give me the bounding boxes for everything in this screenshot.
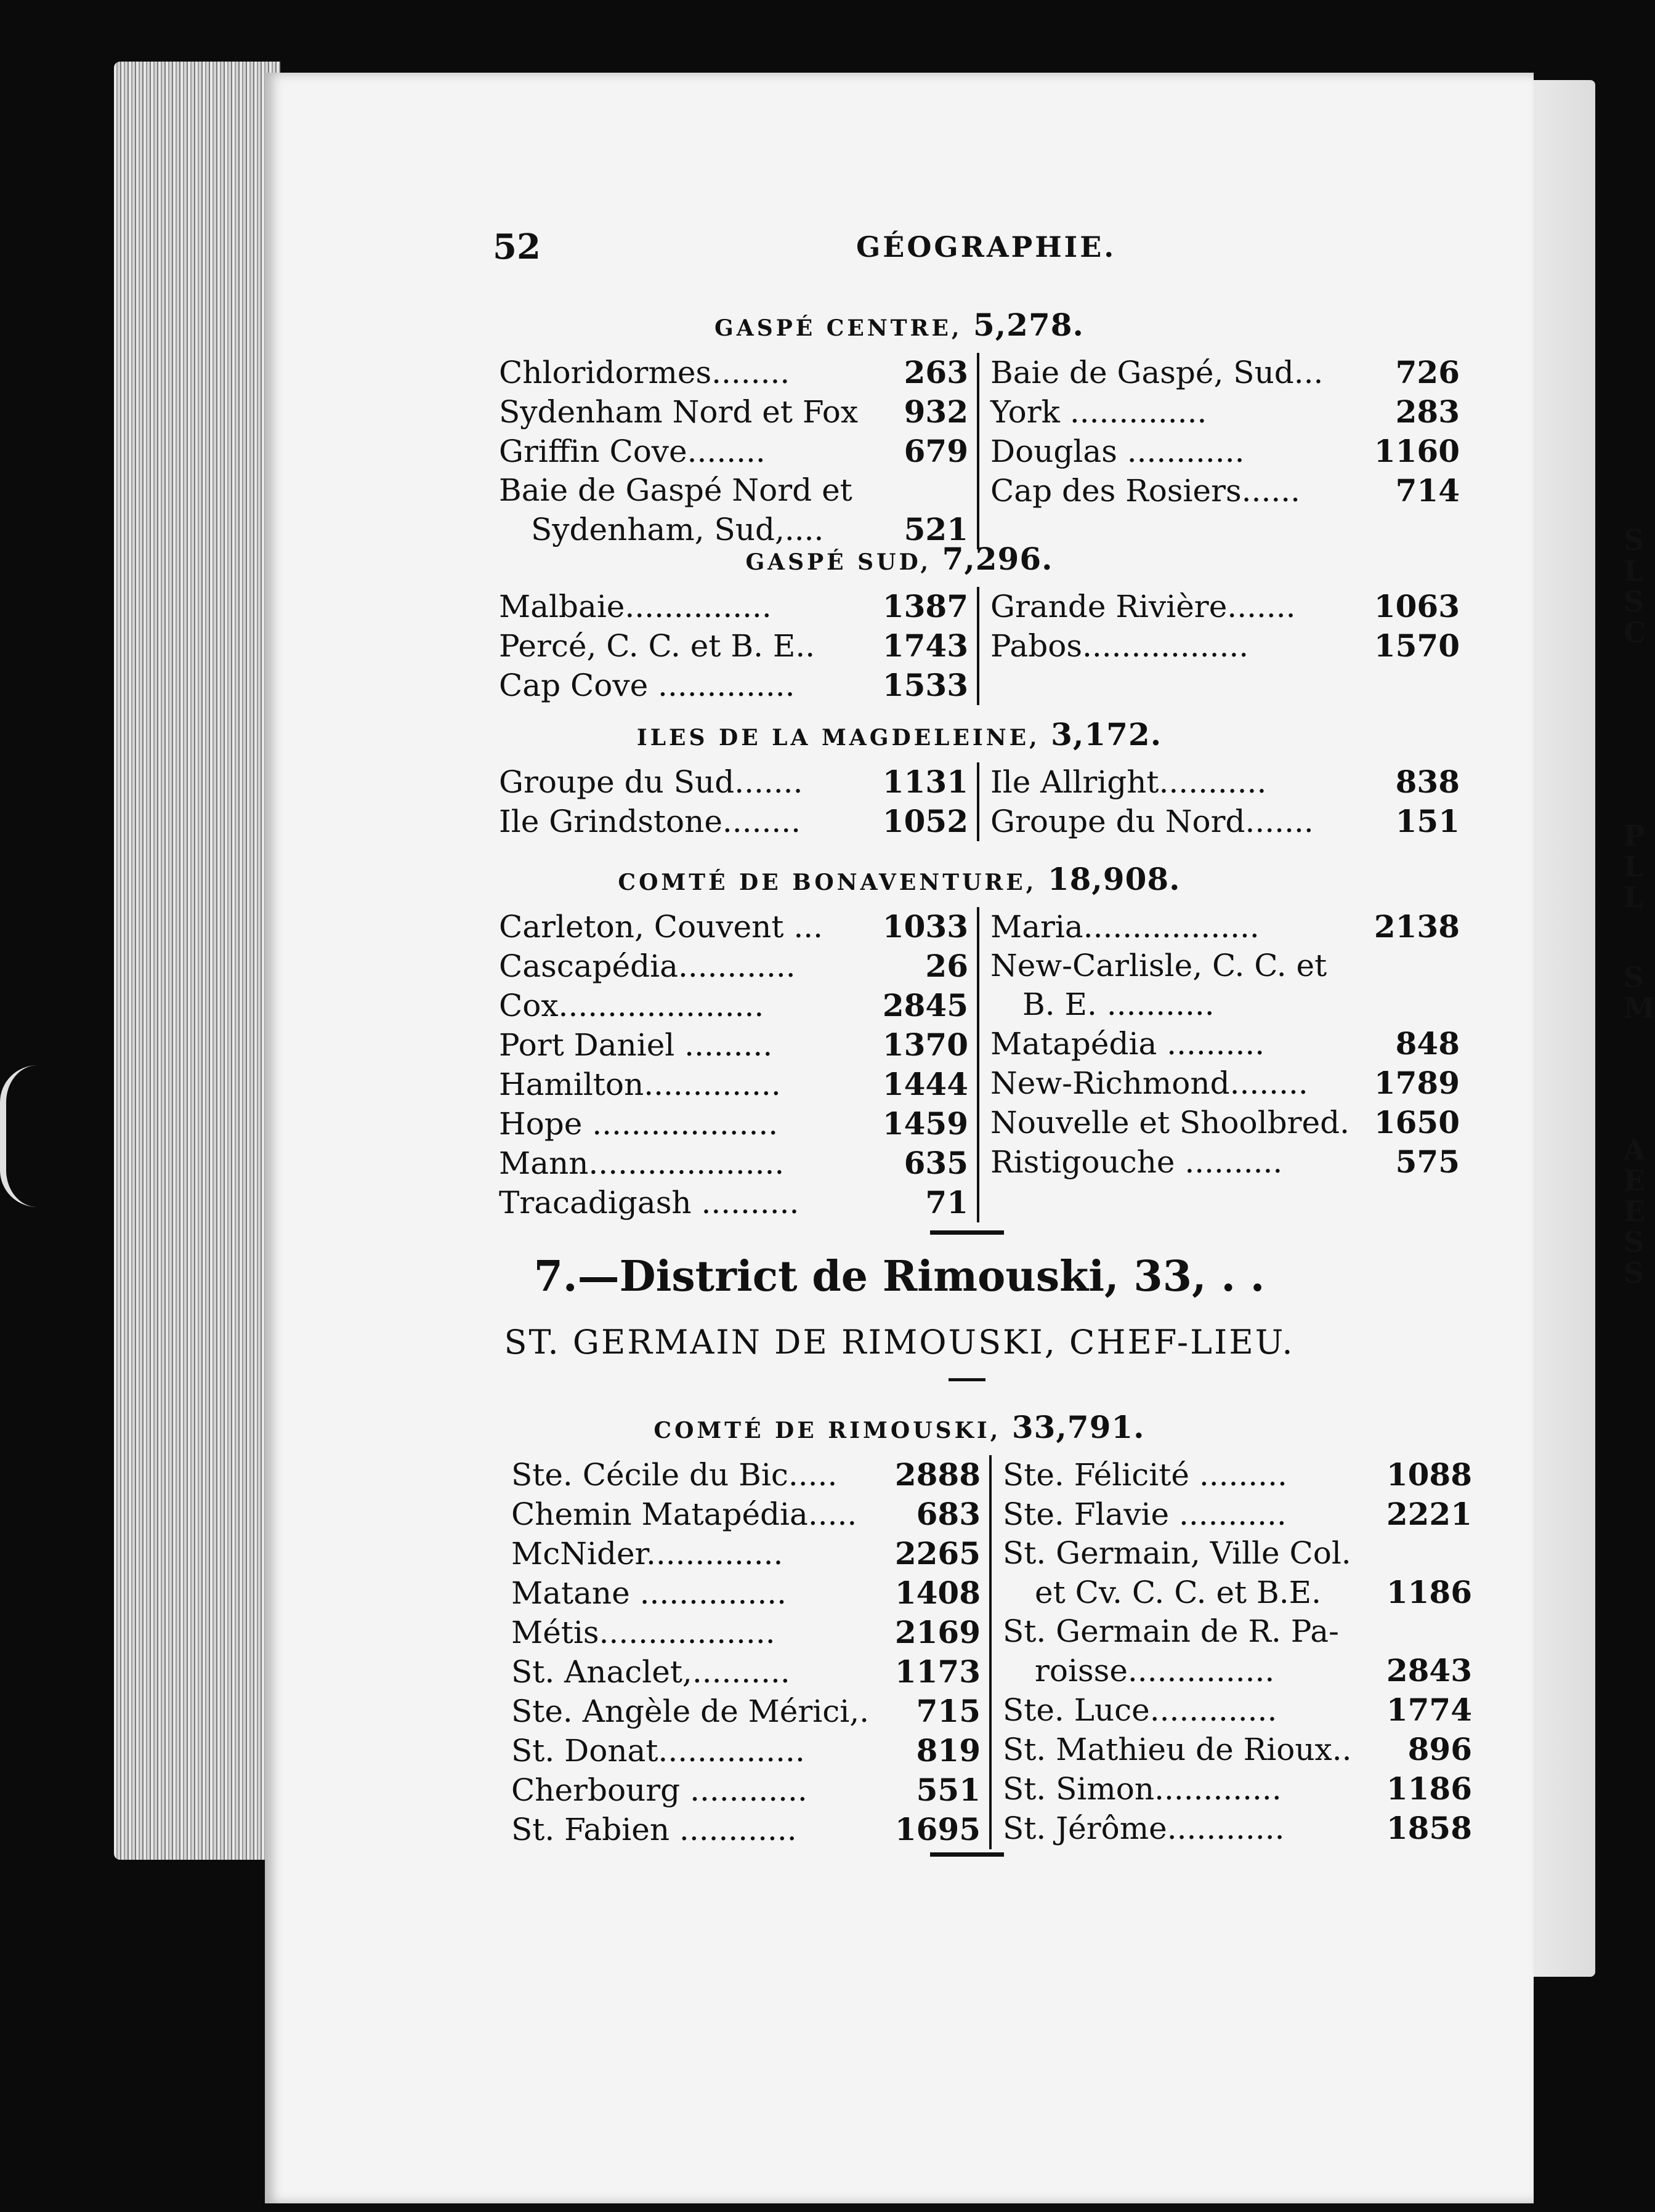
short-rule: [949, 1378, 985, 1381]
table-row: [990, 392, 1460, 432]
left-column: [499, 762, 979, 841]
right-column: [979, 907, 1460, 1222]
chef-lieu-heading: ST. GERMAIN DE RIMOUSKI, CHEF-LIEU.: [504, 1323, 1295, 1362]
population-value: 2169: [894, 1614, 981, 1650]
population-value: 714: [1395, 472, 1460, 509]
bleed-letter: A: [1624, 1133, 1646, 1166]
table-row: [499, 802, 968, 841]
section-heading-gaspe-centre: [265, 307, 1534, 343]
population-value: 726: [1395, 354, 1460, 390]
population-value: 1088: [1386, 1456, 1472, 1493]
bleed-letter: L: [1624, 554, 1644, 587]
table-row: [511, 1573, 981, 1613]
left-column: [499, 353, 979, 549]
table-row: [511, 1692, 981, 1731]
section-title: COMTÉ DE RIMOUSKI,: [654, 1418, 1001, 1443]
population-value: 2888: [894, 1456, 981, 1493]
population-value: 1173: [894, 1653, 981, 1690]
population-value: 1408: [894, 1575, 981, 1611]
table-row: [990, 471, 1460, 511]
section-title: GASPÉ CENTRE,: [714, 315, 963, 341]
table-row: [990, 587, 1460, 626]
place-name: Griffin Cove........: [499, 434, 766, 469]
section-table-bonaventure: [499, 907, 1460, 1222]
place-name: Cap Cove ..............: [499, 668, 795, 703]
population-value: 2138: [1374, 908, 1460, 945]
place-name: Groupe du Nord.......: [990, 804, 1314, 839]
table-row: [1003, 1651, 1472, 1690]
place-name: Groupe du Sud.......: [499, 764, 803, 800]
table-row: [990, 626, 1460, 666]
table-row: [1003, 1534, 1472, 1573]
place-name: Ste. Angèle de Mérici,.: [511, 1693, 870, 1729]
population-value: 1743: [882, 628, 968, 664]
section-title: GASPÉ SUD,: [745, 549, 932, 575]
table-row: [1003, 1455, 1472, 1495]
population-value: 1695: [894, 1811, 981, 1847]
population-value: 2843: [1386, 1652, 1472, 1689]
place-name: St. Mathieu de Rioux..: [1003, 1732, 1352, 1767]
population-value: 715: [916, 1693, 981, 1729]
population-value: 1052: [882, 803, 968, 839]
place-name: Port Daniel .........: [499, 1027, 773, 1063]
population-value: 1533: [882, 667, 968, 703]
table-row: [990, 985, 1460, 1024]
place-name: roisse...............: [1035, 1653, 1275, 1689]
place-name: St. Anaclet,..........: [511, 1654, 790, 1690]
place-name: St. Germain de R. Pa-: [1003, 1613, 1339, 1649]
table-row: [499, 587, 968, 626]
table-row: [990, 802, 1460, 841]
table-row: [511, 1731, 981, 1770]
place-name: Sydenham Nord et Fox: [499, 394, 859, 430]
section-table-gaspe-sud: [499, 587, 1460, 705]
place-name: Cox.....................: [499, 988, 764, 1023]
population-value: 635: [904, 1145, 968, 1181]
place-name: Baie de Gaspé, Sud...: [990, 355, 1324, 390]
place-name: York ..............: [990, 394, 1207, 430]
place-name: Cascapédia............: [499, 948, 796, 984]
table-row: [990, 353, 1460, 392]
table-row: [499, 432, 968, 471]
place-name: Ile Allright...........: [990, 764, 1267, 800]
place-name: Métis..................: [511, 1615, 775, 1650]
bleed-letter: S: [1624, 523, 1645, 557]
bleed-letter: E: [1624, 1195, 1646, 1228]
table-row: [499, 1183, 968, 1222]
place-name: McNider..............: [511, 1536, 783, 1572]
book-page-edges: [114, 62, 280, 1860]
bleed-letter: C: [1624, 616, 1646, 649]
place-name: New-Richmond........: [990, 1065, 1308, 1101]
place-name: Pabos.................: [990, 628, 1249, 664]
table-row: [1003, 1809, 1472, 1848]
place-name: St. Germain, Ville Col.: [1003, 1535, 1351, 1571]
population-value: 1387: [882, 588, 968, 624]
section-title: ILES DE LA MAGDELEINE,: [636, 725, 1040, 751]
population-value: 848: [1395, 1025, 1460, 1062]
table-row: [511, 1455, 981, 1495]
population-value: 932: [904, 394, 968, 430]
population-value: 2221: [1386, 1496, 1472, 1532]
section-table-iles-de-la-magdeleine: [499, 762, 1460, 841]
place-name: Baie de Gaspé Nord et: [499, 472, 852, 508]
place-name: Ste. Flavie ...........: [1003, 1496, 1287, 1532]
section-heading-iles-de-la-magdeleine: [265, 716, 1534, 753]
population-value: 521: [904, 511, 968, 547]
place-name: Malbaie...............: [499, 589, 772, 624]
population-value: 1459: [882, 1105, 968, 1142]
population-value: 283: [1395, 394, 1460, 430]
table-row: [1003, 1495, 1472, 1534]
place-name: Sydenham, Sud,....: [531, 512, 824, 547]
table-row: [511, 1495, 981, 1534]
table-row: [499, 471, 968, 510]
place-name: Mann....................: [499, 1145, 785, 1181]
district-heading: 7.—District de Rimouski, 33, . .: [533, 1252, 1265, 1301]
table-row: [499, 986, 968, 1025]
table-row: [499, 1065, 968, 1104]
place-name: Chloridormes........: [499, 355, 790, 390]
section-heading-gaspe-sud: [265, 541, 1534, 577]
population-value: 683: [916, 1496, 981, 1532]
section-total: 5,278.: [973, 307, 1084, 343]
table-row: [1003, 1730, 1472, 1769]
place-name: Carleton, Couvent ...: [499, 909, 823, 945]
table-row: [499, 392, 968, 432]
table-row: [499, 666, 968, 705]
place-name: Ristigouche ..........: [990, 1144, 1283, 1180]
place-name: Hope ...................: [499, 1106, 779, 1142]
population-value: 1131: [882, 764, 968, 800]
population-value: 1789: [1374, 1065, 1460, 1101]
page-number: 52: [493, 227, 541, 267]
running-title: GÉOGRAPHIE.: [856, 230, 1117, 264]
population-value: 1444: [882, 1066, 968, 1102]
table-row: [511, 1534, 981, 1573]
table-row: [499, 947, 968, 986]
population-value: 151: [1395, 803, 1460, 839]
bleed-letter: E: [1624, 1164, 1646, 1197]
table-row: [990, 907, 1460, 947]
table-row: [511, 1652, 981, 1692]
separator-rule: [930, 1230, 1004, 1235]
right-column: [979, 762, 1460, 841]
place-name: Douglas ............: [990, 434, 1245, 469]
place-name: Ste. Félicité .........: [1003, 1457, 1287, 1493]
section-table-rimouski: [511, 1455, 1472, 1849]
population-value: 896: [1407, 1731, 1472, 1767]
place-name: Tracadigash ..........: [499, 1185, 799, 1221]
bleed-letter: L: [1624, 881, 1644, 914]
table-row: [990, 1103, 1460, 1142]
table-row: [990, 432, 1460, 471]
section-heading-bonaventure: [265, 861, 1534, 897]
section-total: 3,172.: [1051, 716, 1162, 753]
table-row: [990, 762, 1460, 802]
right-column: [992, 1455, 1472, 1849]
place-name: Cap des Rosiers......: [990, 473, 1301, 509]
end-rule: [930, 1852, 1004, 1857]
place-name: Nouvelle et Shoolbred.: [990, 1105, 1349, 1140]
right-column: [979, 353, 1460, 549]
bleed-letter: S: [1624, 585, 1645, 618]
left-column: [499, 587, 979, 705]
table-row: [1003, 1769, 1472, 1809]
population-value: 26: [925, 948, 968, 984]
place-name: et Cv. C. C. et B.E.: [1035, 1575, 1322, 1610]
population-value: 1650: [1374, 1104, 1460, 1140]
section-title: COMTÉ DE BONAVENTURE,: [618, 870, 1037, 895]
place-name: Maria..................: [990, 909, 1260, 945]
population-value: 551: [916, 1772, 981, 1808]
bleed-letter: M: [1624, 991, 1655, 1025]
population-value: 1033: [882, 908, 968, 945]
population-value: 1774: [1386, 1692, 1472, 1728]
place-name: New-Carlisle, C. C. et: [990, 948, 1327, 983]
population-value: 1570: [1374, 628, 1460, 664]
population-value: 71: [925, 1184, 968, 1221]
place-name: Ste. Cécile du Bic.....: [511, 1457, 838, 1493]
place-name: St. Fabien ............: [511, 1812, 797, 1847]
population-value: 1160: [1374, 433, 1460, 469]
table-row: [499, 1104, 968, 1144]
table-row: [511, 1770, 981, 1810]
place-name: Cherbourg ............: [511, 1772, 807, 1808]
place-name: St. Simon.............: [1003, 1771, 1282, 1807]
table-row: [990, 1024, 1460, 1064]
population-value: 2845: [882, 987, 968, 1023]
population-value: 1370: [882, 1027, 968, 1063]
table-row: [499, 762, 968, 802]
section-heading-rimouski: [265, 1409, 1534, 1445]
population-value: 838: [1395, 764, 1460, 800]
table-row: [499, 907, 968, 947]
bleed-letter: S: [1624, 1225, 1645, 1259]
right-column: [979, 587, 1460, 705]
bleed-letter: P: [1624, 819, 1645, 852]
population-value: 1186: [1386, 1574, 1472, 1610]
population-value: 263: [904, 354, 968, 390]
table-row: [499, 1144, 968, 1183]
place-name: Ile Grindstone........: [499, 804, 801, 839]
bleed-letter: S: [1624, 1256, 1645, 1290]
book-page: [265, 73, 1534, 2203]
population-value: 1186: [1386, 1770, 1472, 1807]
place-name: Ste. Luce.............: [1003, 1692, 1277, 1728]
population-value: 1063: [1374, 588, 1460, 624]
left-column: [511, 1455, 992, 1849]
table-row: [499, 353, 968, 392]
table-row: [990, 1064, 1460, 1103]
table-row: [1003, 1612, 1472, 1651]
population-value: 1858: [1386, 1810, 1472, 1846]
table-row: [499, 1025, 968, 1065]
page-header: [265, 227, 1534, 276]
section-total: 18,908.: [1047, 861, 1181, 897]
bleed-letter: S: [1624, 961, 1645, 994]
population-value: 819: [916, 1732, 981, 1769]
bleed-letter: L: [1624, 850, 1644, 883]
table-row: [1003, 1573, 1472, 1612]
place-name: Hamilton..............: [499, 1067, 781, 1102]
section-total: 7,296.: [942, 541, 1053, 577]
left-column: [499, 907, 979, 1222]
place-name: St. Donat...............: [511, 1733, 805, 1769]
place-name: Percé, C. C. et B. E..: [499, 628, 815, 664]
table-row: [499, 626, 968, 666]
section-table-gaspe-centre: [499, 353, 1460, 549]
place-name: Chemin Matapédia.....: [511, 1496, 857, 1532]
place-name: Matane ...............: [511, 1575, 787, 1611]
place-name: Matapédia ..........: [990, 1026, 1265, 1062]
place-name: St. Jérôme............: [1003, 1810, 1285, 1846]
population-value: 575: [1395, 1144, 1460, 1180]
table-row: [990, 1142, 1460, 1182]
place-name: B. E. ...........: [1022, 987, 1215, 1022]
population-value: 679: [904, 433, 968, 469]
section-total: 33,791.: [1011, 1409, 1145, 1445]
table-row: [511, 1613, 981, 1652]
place-name: Grande Rivière.......: [990, 589, 1296, 624]
left-margin-smudge: [0, 1065, 43, 1207]
table-row: [1003, 1690, 1472, 1730]
table-row: [511, 1810, 981, 1849]
table-row: [990, 947, 1460, 985]
population-value: 2265: [894, 1535, 981, 1572]
